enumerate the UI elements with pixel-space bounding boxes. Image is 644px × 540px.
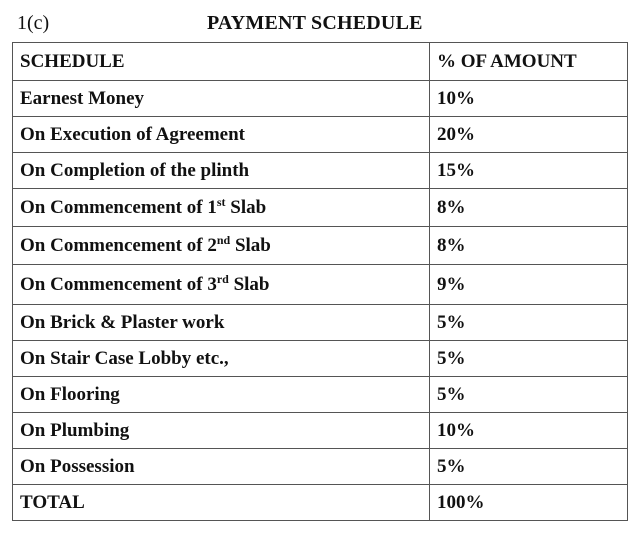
payment-schedule-table [12, 42, 628, 521]
table-row [13, 305, 628, 341]
schedule-cell: Earnest Money [13, 81, 430, 117]
amount-cell: 20% [430, 117, 628, 153]
table-row [13, 377, 628, 413]
page-title: PAYMENT SCHEDULE [207, 12, 423, 34]
table-row [13, 81, 628, 117]
section-number: 1(c) [17, 12, 50, 34]
amount-cell: 8% [430, 189, 628, 227]
schedule-cell: On Stair Case Lobby etc., [13, 341, 430, 377]
amount-cell: 15% [430, 153, 628, 189]
label-text-end: Slab [230, 234, 271, 256]
amount-cell: 9% [430, 265, 628, 305]
schedule-cell: On Execution of Agreement [13, 117, 430, 153]
schedule-cell: On Completion of the plinth [13, 153, 430, 189]
label-text-end: Slab [228, 273, 270, 295]
table-row [13, 265, 628, 305]
schedule-cell [13, 189, 430, 227]
table-row [13, 117, 628, 153]
amount-cell: 5% [430, 377, 628, 413]
table-row [13, 413, 628, 449]
ordinal-suffix: nd [216, 232, 231, 247]
amount-cell: 10% [430, 81, 628, 117]
label-text: On Commencement of 2 [20, 234, 217, 256]
schedule-cell [13, 265, 430, 305]
column-header-schedule: SCHEDULE [13, 43, 430, 81]
label-text: On Commencement of 1 [20, 196, 217, 218]
ordinal-suffix: st [216, 194, 226, 209]
label-text-end: Slab [225, 196, 267, 218]
table-header-row [13, 43, 628, 81]
total-row [13, 485, 628, 521]
amount-cell: 10% [430, 413, 628, 449]
table-row [13, 227, 628, 265]
ordinal-suffix: rd [216, 271, 229, 286]
amount-cell: 5% [430, 341, 628, 377]
total-amount-cell: 100% [430, 485, 628, 521]
table-row [13, 341, 628, 377]
total-label-cell: TOTAL [13, 485, 430, 521]
amount-cell: 8% [430, 227, 628, 265]
schedule-cell: On Possession [13, 449, 430, 485]
schedule-cell: On Plumbing [13, 413, 430, 449]
amount-cell: 5% [430, 305, 628, 341]
amount-cell: 5% [430, 449, 628, 485]
label-text: On Commencement of 3 [20, 273, 217, 295]
table-row [13, 449, 628, 485]
table-row [13, 153, 628, 189]
schedule-cell: On Brick & Plaster work [13, 305, 430, 341]
column-header-percent: % OF AMOUNT [430, 43, 628, 81]
schedule-cell: On Flooring [13, 377, 430, 413]
schedule-cell [13, 227, 430, 265]
table-row [13, 189, 628, 227]
